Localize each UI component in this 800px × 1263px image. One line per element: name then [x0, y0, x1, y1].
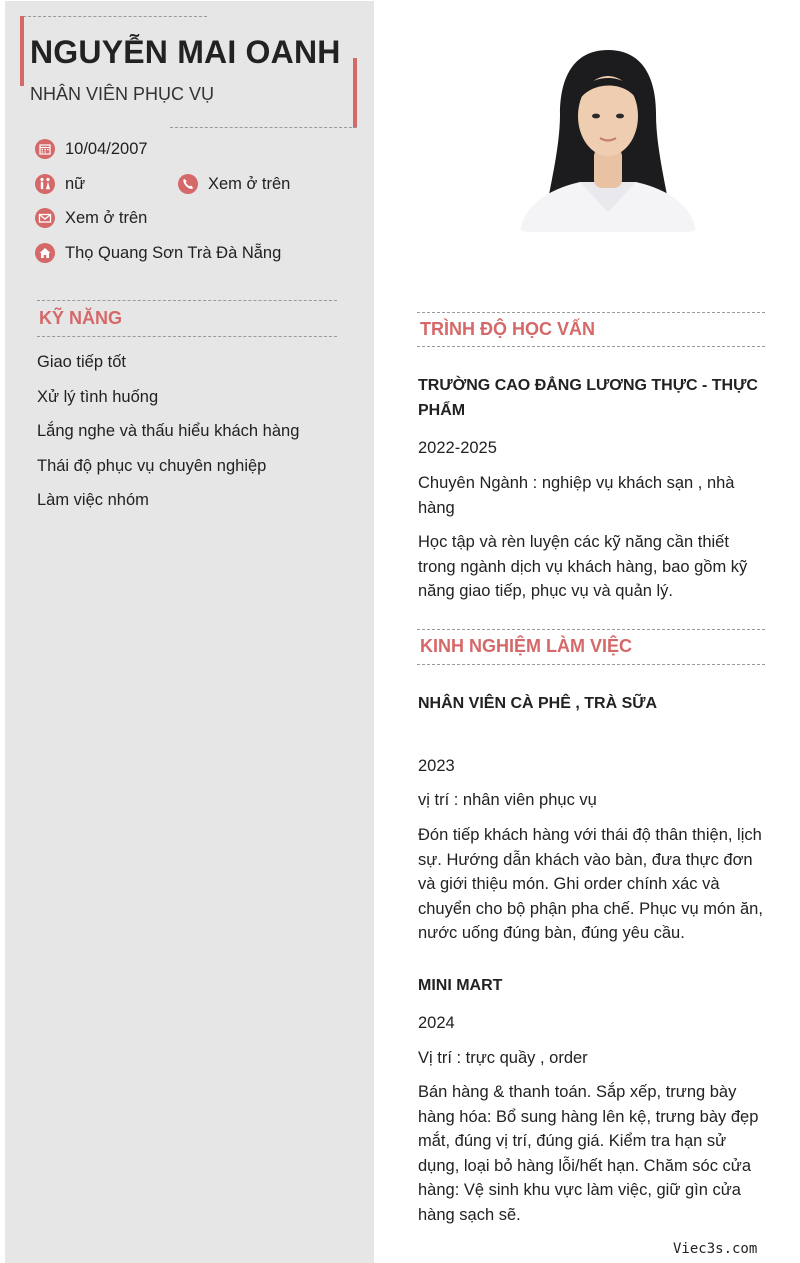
dob-row: [35, 139, 148, 159]
profile-photo: [514, 36, 702, 232]
skill-item: Giao tiếp tốt: [37, 353, 126, 371]
divider: [170, 127, 357, 128]
education-period: 2022-2025: [418, 439, 497, 457]
divider: [37, 300, 337, 301]
dob-value: 10/04/2007: [65, 139, 148, 158]
accent-bar: [20, 16, 24, 86]
job-description: Bán hàng & thanh toán. Sắp xếp, trưng bày hàng hóa: Bổ sung hàng lên kệ, trưng bày đẹp mắt, đúng vị trí, đúng giá. Kiểm tra hạn sử dụng, loại bỏ hàng lỗi/hết hạn. Chăm sóc cửa hàng: Vệ sinh khu vực làm việc, giữ gìn cửa hàng sạch sẽ.: [418, 1083, 759, 1224]
skill-item: Làm việc nhóm: [37, 491, 149, 509]
envelope-icon: [35, 208, 55, 228]
phone-row: [178, 174, 290, 194]
email-value: Xem ở trên: [65, 208, 148, 227]
job-year: 2024: [418, 1014, 455, 1032]
skill-item: Lắng nghe và thấu hiểu khách hàng: [37, 422, 300, 440]
experience-heading: KINH NGHIỆM LÀM VIỆC: [420, 636, 633, 656]
divider: [417, 664, 765, 665]
skill-item: Xử lý tình huống: [37, 388, 159, 406]
gender-row: [35, 174, 85, 194]
job-role: vị trí : nhân viên phục vụ: [418, 791, 597, 809]
job-company: MINI MART: [418, 977, 503, 994]
job-year: 2023: [418, 757, 455, 775]
home-icon: [35, 243, 55, 263]
education-heading: TRÌNH ĐỘ HỌC VẤN: [420, 319, 595, 339]
accent-bar: [353, 58, 357, 128]
divider: [417, 312, 765, 313]
divider: [417, 629, 765, 630]
name-block: [20, 16, 357, 128]
address-value: Thọ Quang Sơn Trà Đà Nẵng: [65, 243, 282, 262]
job-description: Đón tiếp khách hàng với thái độ thân thiện, lịch sự. Hướng dẫn khách vào bàn, đưa thực đơn và giới thiệu món. Ghi order chính xác và chuyển cho bộ phận pha chế. Phục vụ món ăn, nước uống đúng bàn, đúng yêu cầu.: [418, 826, 763, 942]
gender-icon: [35, 174, 55, 194]
job-company: NHÂN VIÊN CÀ PHÊ , TRÀ SỮA: [418, 695, 658, 712]
candidate-name: NGUYỄN MAI OANH: [30, 34, 341, 70]
phone-icon: [178, 174, 198, 194]
skill-item: Thái độ phục vụ chuyên nghiệp: [37, 457, 267, 475]
education-description: Học tập và rèn luyện các kỹ năng cần thiết trong ngành dịch vụ khách hàng, bao gồm kỹ năng giao tiếp, phục vụ và quản lý.: [418, 533, 748, 600]
school-name: TRƯỜNG CAO ĐẲNG LƯƠNG THỰC - THỰC PHẨM: [418, 377, 758, 419]
skills-heading: KỸ NĂNG: [39, 308, 123, 328]
divider: [417, 346, 765, 347]
email-row: [35, 208, 147, 228]
address-row: [35, 243, 281, 263]
divider: [37, 336, 337, 337]
education-major: Chuyên Ngành : nghiệp vụ khách sạn , nhà hàng: [418, 474, 735, 517]
phone-value: Xem ở trên: [208, 174, 291, 193]
calendar-icon: [35, 139, 55, 159]
job-role: Vị trí : trực quầy , order: [418, 1049, 588, 1067]
footer-brand: Viec3s.com: [673, 1241, 758, 1257]
gender-value: nữ: [65, 174, 86, 193]
candidate-position: NHÂN VIÊN PHỤC VỤ: [30, 84, 215, 104]
divider: [23, 16, 207, 17]
